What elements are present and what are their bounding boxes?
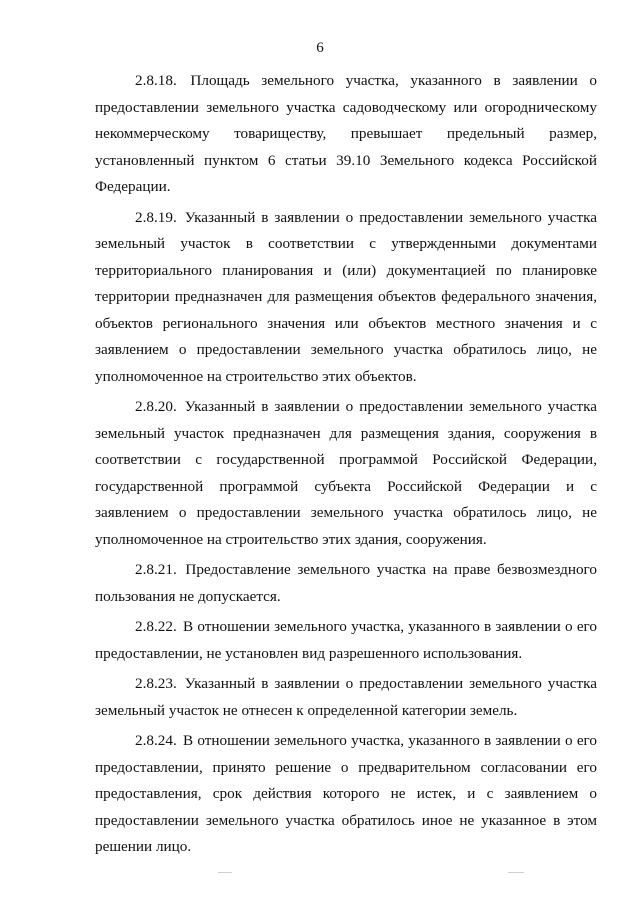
paragraph-number: 2.8.18. bbox=[135, 72, 177, 89]
paragraph-text: Указанный в заявлении о предоставлении земельного участка земельный участок предназначен для размещения здания, сооружения в соответствии с государственной программой Российской Федерации, государственной программой субъекта Российской Федерации и с заявлением о предоставлении земельного участка обратилось лицо, не уполномоченное на строительство этих здания, сооружения. bbox=[95, 398, 598, 548]
paragraph-text: Указанный в заявлении о предоставлении земельного участка земельный участок не отнесен к определенной категории земель. bbox=[95, 675, 598, 719]
scan-artifact bbox=[508, 872, 524, 873]
page-number: 6 bbox=[316, 40, 324, 56]
paragraph-2-8-21 bbox=[95, 557, 597, 610]
paragraph-number: 2.8.19. bbox=[135, 208, 177, 226]
paragraph-2-8-20 bbox=[95, 394, 597, 553]
paragraph-number: 2.8.20. bbox=[135, 398, 177, 415]
paragraph-2-8-18 bbox=[95, 68, 597, 201]
paragraph-text: Предоставление земельного участка на праве безвозмездного пользования не допускается. bbox=[95, 561, 597, 605]
paragraph-number: 2.8.22. bbox=[135, 618, 177, 635]
paragraph-number: 2.8.21. bbox=[135, 561, 177, 578]
paragraph-2-8-24 bbox=[95, 728, 597, 861]
scan-artifact bbox=[218, 872, 232, 873]
document-body bbox=[95, 68, 597, 865]
paragraph-text: Площадь земельного участка, указанного в заявлении о предоставлении земельного участка садоводческому или огородническому некоммерческому товариществу, превышает предельный размер, установленный пунктом 6 статьи 39.10 Земельного кодекса Российской Федерации. bbox=[95, 72, 598, 195]
paragraph-2-8-23 bbox=[95, 671, 597, 724]
paragraph-2-8-22 bbox=[95, 614, 597, 667]
paragraph-text: В отношении земельного участка, указанного в заявлении о его предоставлении, не установлен вид разрешенного использования. bbox=[95, 618, 598, 662]
paragraph-text: В отношении земельного участка, указанного в заявлении о его предоставлении, принято решение о предварительном согласовании его предоставления, срок действия которого не истек, и с заявлением о предоставлении земельного участка обратилось иное не указанное в этом решении лицо. bbox=[95, 732, 598, 855]
paragraph-text: Указанный в заявлении о предоставлении земельного участка земельный участок в соответствии с утвержденными документами территориального планирования и (или) документацией по планировке территории предназначен для размещения объектов федерального значения, объектов регионального значения или объектов местного значения и с заявлением о предоставлении земельного участка обратилось лицо, не уполномоченное на строительство этих объектов. bbox=[95, 208, 598, 385]
paragraph-2-8-19 bbox=[95, 205, 597, 391]
paragraph-number: 2.8.23. bbox=[135, 675, 177, 692]
paragraph-number: 2.8.24. bbox=[135, 732, 177, 749]
